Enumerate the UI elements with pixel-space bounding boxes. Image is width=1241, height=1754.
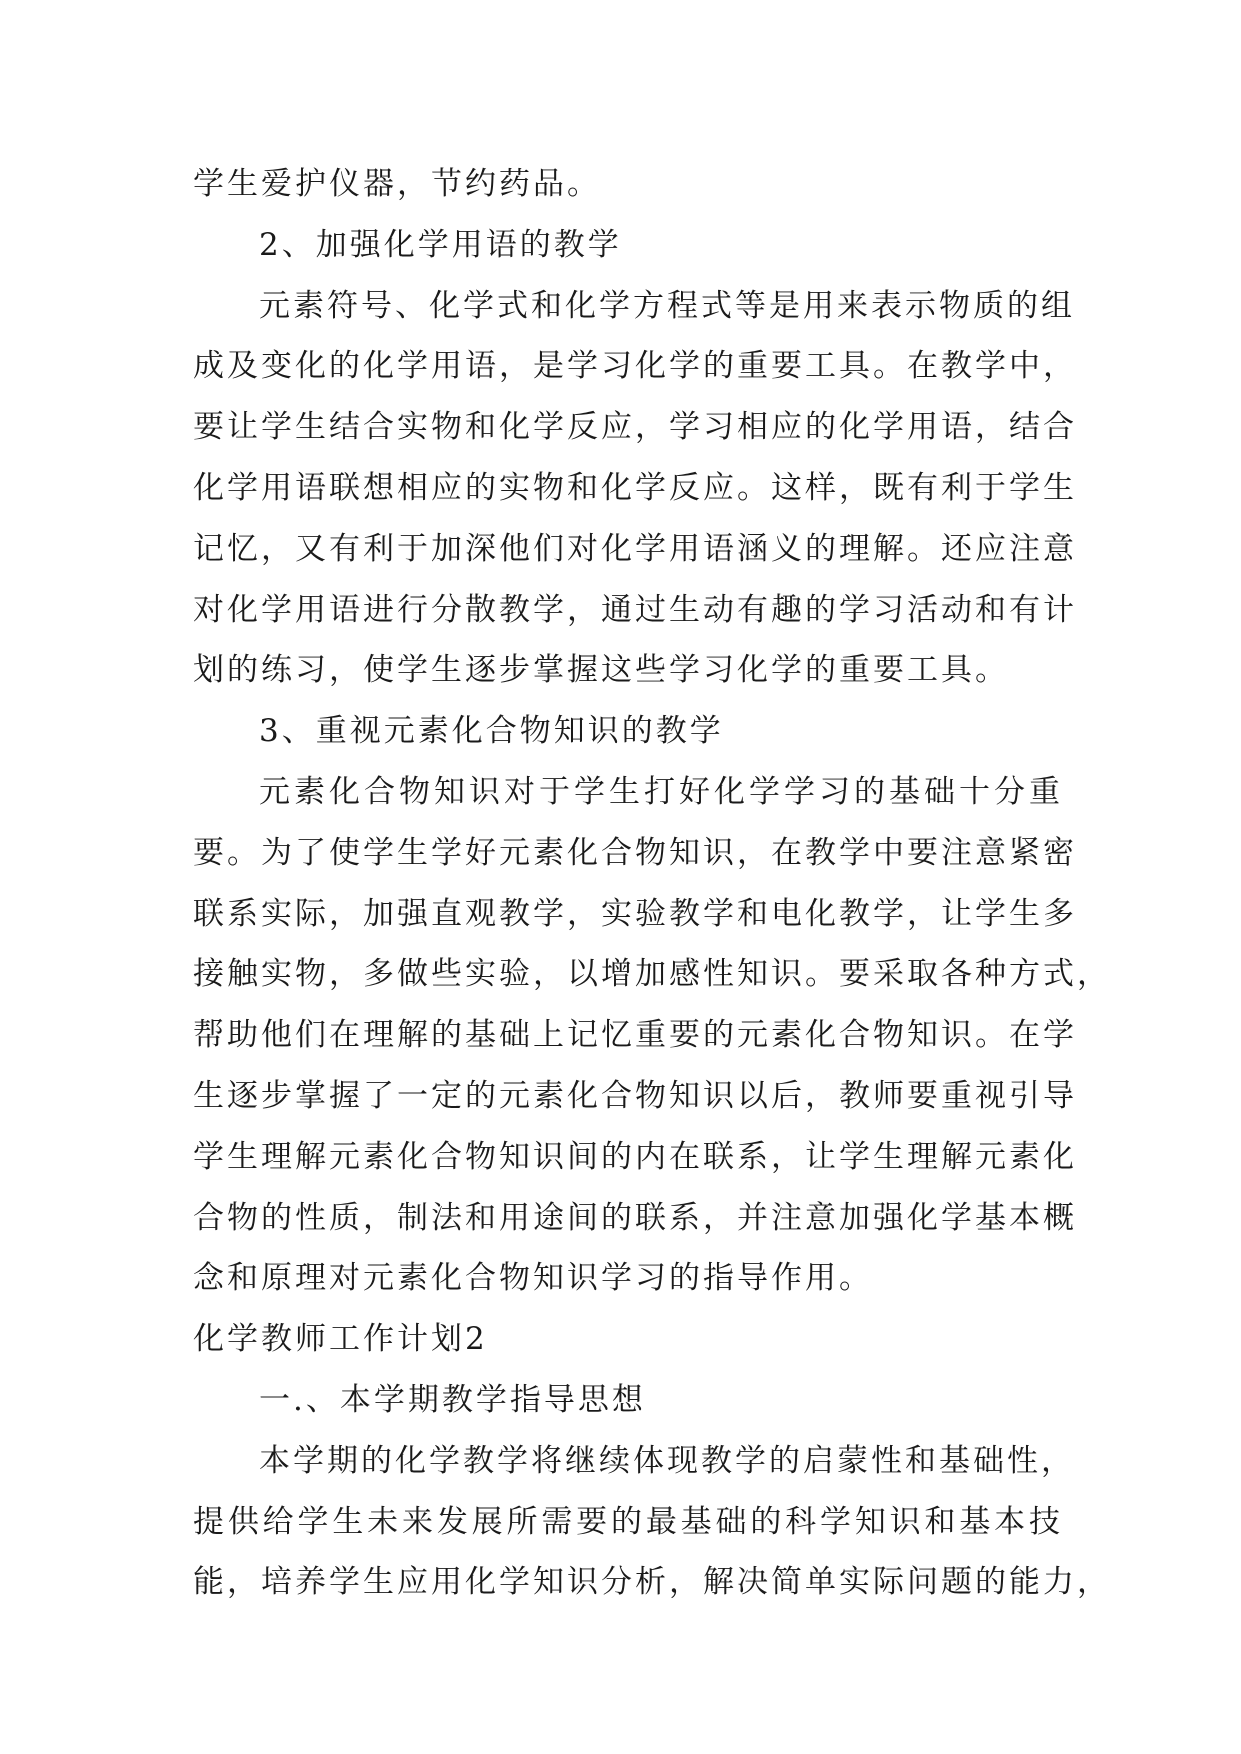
section-heading: 2、加强化学用语的教学 — [259, 226, 622, 263]
text-line: 化学用语联想相应的实物和化学反应。这样，既有利于学生 — [193, 469, 1077, 506]
text-line: 元素化合物知识对于学生打好化学学习的基础十分重 — [259, 773, 1063, 810]
text-line: 合物的性质，制法和用途间的联系，并注意加强化学基本概 — [193, 1199, 1077, 1236]
text-line: 元素符号、化学式和化学方程式等是用来表示物质的组 — [259, 287, 1075, 324]
section-heading: 3、重视元素化合物知识的教学 — [259, 713, 724, 750]
text-line: 能，培养学生应用化学知识分析，解决简单实际问题的能力， — [193, 1564, 1111, 1601]
text-line: 接触实物，多做些实验，以增加感性知识。要采取各种方式， — [193, 956, 1111, 993]
document-body — [193, 154, 1111, 1613]
text-line: 联系实际，加强直观教学，实验教学和电化教学，让学生多 — [193, 895, 1077, 932]
text-line: 学生爱护仪器，节约药品。 — [193, 166, 601, 202]
text-line: 学生理解元素化合物知识间的内在联系，让学生理解元素化 — [193, 1138, 1077, 1175]
text-line: 提供给学生未来发展所需要的最基础的科学知识和基本技 — [193, 1503, 1063, 1540]
text-line: 划的练习，使学生逐步掌握这些学习化学的重要工具。 — [193, 652, 1009, 689]
text-line: 本学期的化学教学将继续体现教学的启蒙性和基础性， — [259, 1442, 1075, 1479]
text-line: 对化学用语进行分散教学，通过生动有趣的学习活动和有计 — [193, 591, 1077, 628]
text-line: 要。为了使学生学好元素化合物知识，在教学中要注意紧密 — [193, 834, 1077, 871]
text-line: 要让学生结合实物和化学反应，学习相应的化学用语，结合 — [193, 409, 1077, 446]
text-line: 念和原理对元素化合物知识学习的指导作用。 — [193, 1260, 873, 1297]
text-line: 生逐步掌握了一定的元素化合物知识以后，教师要重视引导 — [193, 1077, 1077, 1114]
text-line: 成及变化的化学用语，是学习化学的重要工具。在教学中， — [193, 348, 1077, 385]
section-heading: 一.、本学期教学指导思想 — [259, 1381, 646, 1418]
document-title: 化学教师工作计划2 — [193, 1321, 488, 1358]
text-line: 帮助他们在理解的基础上记忆重要的元素化合物知识。在学 — [193, 1017, 1077, 1054]
text-line: 记忆，又有利于加深他们对化学用语涵义的理解。还应注意 — [193, 530, 1077, 567]
